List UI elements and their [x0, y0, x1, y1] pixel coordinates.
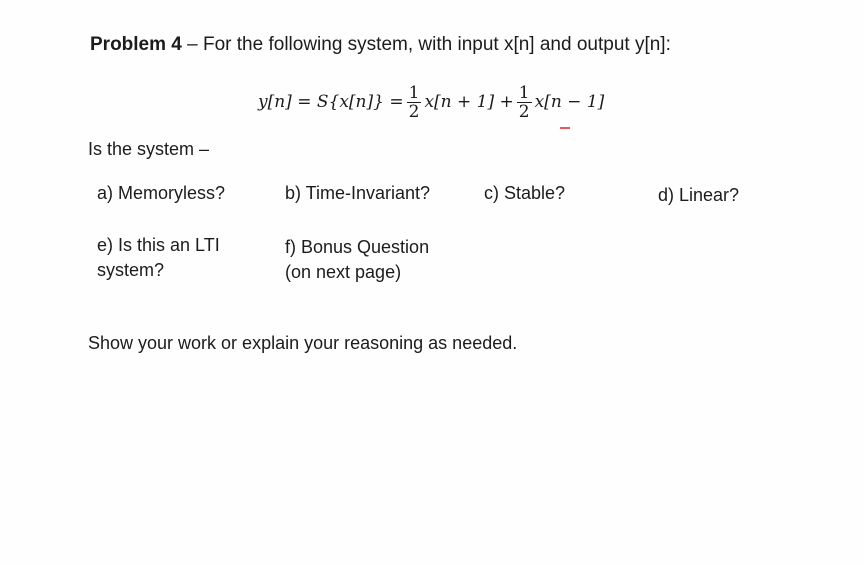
equation-lhs: y[n] = S{x[n]} = — [258, 92, 404, 112]
fraction-one-half-first — [407, 84, 422, 121]
fraction-denominator: 2 — [518, 101, 530, 122]
fraction-denominator: 2 — [408, 101, 420, 122]
part-b-time-invariant: b) Time-Invariant? — [285, 183, 431, 203]
red-pen-mark — [560, 127, 570, 129]
problem-text: For the following system, with input x[n] and output y[n]: — [203, 34, 671, 55]
part-d-linear: d) Linear? — [658, 185, 740, 205]
part-f-line1: f) Bonus Question — [285, 237, 430, 257]
problem-label: Problem 4 — [90, 34, 182, 55]
problem-heading — [90, 34, 671, 56]
fraction-numerator: 1 — [518, 82, 530, 103]
part-e-lti — [97, 233, 297, 283]
fraction-numerator: 1 — [408, 82, 420, 103]
equation-term-backward: x[n − 1] — [534, 92, 605, 112]
part-f-bonus — [285, 235, 485, 285]
system-equation — [258, 74, 604, 130]
part-e-line1: e) Is this an LTI — [97, 235, 220, 255]
question-intro: Is the system – — [88, 139, 210, 159]
part-f-line2: (on next page) — [285, 262, 402, 282]
fraction-one-half-second — [517, 84, 532, 121]
problem-dash: – — [181, 34, 203, 55]
part-a-memoryless: a) Memoryless? — [97, 183, 226, 203]
instruction-text: Show your work or explain your reasoning as needed. — [88, 333, 518, 353]
part-e-line2: system? — [97, 260, 165, 280]
equation-term-forward: x[n + 1] + — [424, 92, 514, 112]
part-c-stable: c) Stable? — [484, 183, 566, 203]
